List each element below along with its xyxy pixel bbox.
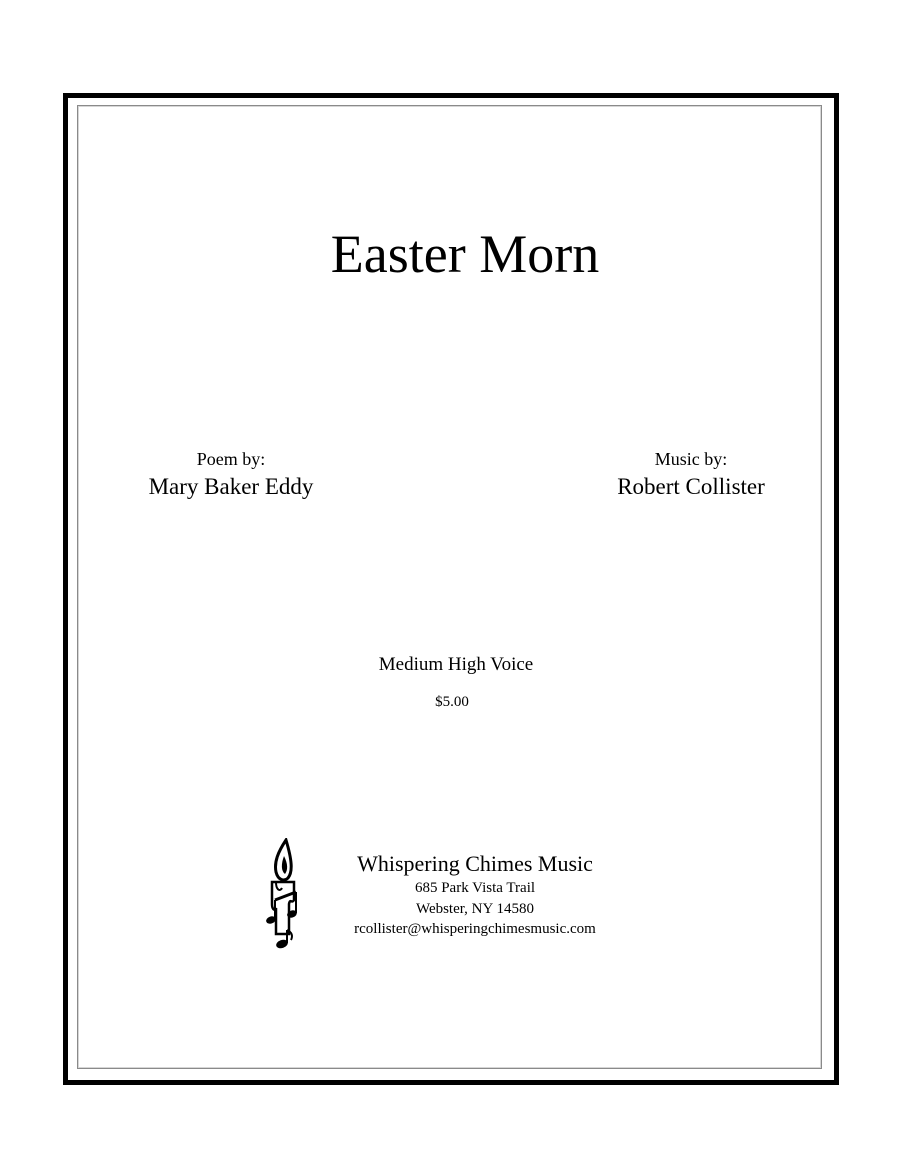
music-credit-label: Music by: <box>654 449 728 469</box>
candle-music-note-icon <box>262 838 304 952</box>
voice-type: Medium High Voice <box>378 654 534 675</box>
publisher-block <box>320 850 630 940</box>
composer-name: Robert Collister <box>617 474 765 499</box>
publisher-address-line2: Webster, NY 14580 <box>415 900 535 917</box>
page-title: Easter Morn <box>330 224 600 284</box>
poet-name: Mary Baker Eddy <box>148 474 314 499</box>
publisher-email: rcollister@whisperingchimesmusic.com <box>354 921 596 937</box>
poem-credit <box>126 448 336 502</box>
publisher-address-line1: 685 Park Vista Trail <box>414 880 536 896</box>
music-credit <box>586 448 796 502</box>
poem-credit-label: Poem by: <box>196 449 266 469</box>
publisher-name: Whispering Chimes Music <box>357 851 593 876</box>
price: $5.00 <box>435 694 469 710</box>
